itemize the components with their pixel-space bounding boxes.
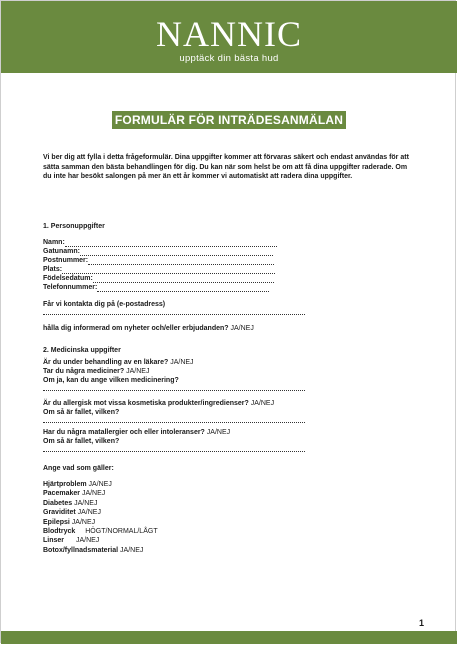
medical-question-medication [43,367,415,376]
condition-label: Botox/fyllnadsmaterial [43,546,119,554]
condition-answer[interactable]: JA/NEJ [71,518,96,526]
field-name[interactable] [43,238,415,247]
question-text: Tar du några mediciner? [43,368,125,375]
condition-label: Diabetes [43,499,73,507]
newsletter-question-text: hålla dig informerad om nyheter och/eller erbjudanden? [43,325,229,332]
footer-bar [1,631,457,644]
condition-item [43,508,415,517]
field-postcode[interactable] [43,256,415,265]
answer-option[interactable]: JA/NEJ [250,400,275,407]
condition-item [43,499,415,508]
condition-item [43,489,415,498]
condition-label: Blodtryck [43,528,76,536]
intro-paragraph: Vi ber dig att fylla i detta frågeformulär. Dina uppgifter kommer att förvaras säkert och endast användas för att sätta samman den bästa behandlingen för dig. Du kan när som helst be om att få dina uppgifter raderade. Om du inte har besökt salongen på mer än ett år kommer vi automatiskt att radera dina uppgifter. [43,154,409,181]
contact-question: Får vi kontakta dig på (e-postadress) [43,301,166,308]
field-birthdate[interactable] [43,274,415,283]
fill-line[interactable] [93,276,274,283]
condition-label: Pacemaker [43,490,80,498]
answer-option[interactable]: JA/NEJ [206,429,231,436]
field-label: Namn: [43,239,65,246]
condition-item [43,527,415,536]
condition-answer[interactable]: HÖGT/NORMAL/LÅGT [85,528,158,536]
condition-answer[interactable]: JA/NEJ [75,537,100,545]
field-city[interactable] [43,265,415,274]
answer-option[interactable]: JA/NEJ [170,359,194,366]
fill-line[interactable] [65,240,277,247]
condition-answer[interactable]: JA/NEJ [88,481,112,488]
condition-label: Hjärtproblem [43,481,87,488]
medical-question-which-medication: Om ja, kan du ange vilken medicinering? [43,377,179,384]
fill-line[interactable] [88,258,274,265]
medical-question-doctor [43,358,415,367]
field-street[interactable] [43,247,415,256]
condition-answer[interactable]: JA/NEJ [81,490,106,498]
condition-item [43,536,415,545]
field-phone[interactable] [43,283,415,292]
field-label: Födelsedatum: [43,275,93,282]
conditions-heading: Ange vad som gäller: [43,465,114,472]
condition-item [43,480,415,489]
condition-label: Epilepsi [43,518,70,526]
fill-line[interactable] [80,249,273,256]
answer-option[interactable]: JA/NEJ [126,368,150,375]
condition-answer[interactable]: JA/NEJ [74,499,98,507]
form-content [43,223,415,555]
newsletter-question [43,324,415,333]
field-label: Telefonnummer: [43,284,98,291]
brand-logo: NANNIC [156,14,302,54]
form-title-wrap [0,111,458,129]
question-text: Är du under behandling av en läkare? [43,359,169,366]
medical-question-allergy-which: Om så är fallet, vilken? [43,409,120,416]
field-label: Plats: [43,266,63,273]
header-banner [1,1,457,73]
condition-item [43,518,415,527]
newsletter-answer[interactable]: JA/NEJ [230,325,254,332]
medical-question-food-allergy-which: Om så är fallet, vilken? [43,438,120,445]
condition-label: Linser [43,537,65,545]
field-label: Postnummer: [43,257,89,264]
fill-line[interactable] [62,267,275,274]
field-label: Gatunamn: [43,248,80,255]
section-heading-personal: 1. Personuppgifter [43,223,105,230]
form-title: FORMULÄR FÖR INTRÄDESANMÄLAN [112,111,346,129]
condition-answer[interactable]: JA/NEJ [120,546,144,554]
page-number: 1 [419,618,425,628]
brand-tagline: upptäck din bästa hud [179,53,279,64]
medical-question-food-allergy [43,428,415,437]
question-text: Har du några matallergier och eller intoleranser? [43,429,205,436]
fill-line[interactable] [97,285,269,292]
condition-answer[interactable]: JA/NEJ [77,509,101,517]
section-heading-medical: 2. Medicinska uppgifter [43,347,121,354]
condition-label: Graviditet [43,509,76,517]
medical-question-allergy [43,399,415,408]
question-text: Är du allergisk mot vissa kosmetiska produkter/ingredienser? [43,400,249,407]
condition-item [43,546,415,555]
